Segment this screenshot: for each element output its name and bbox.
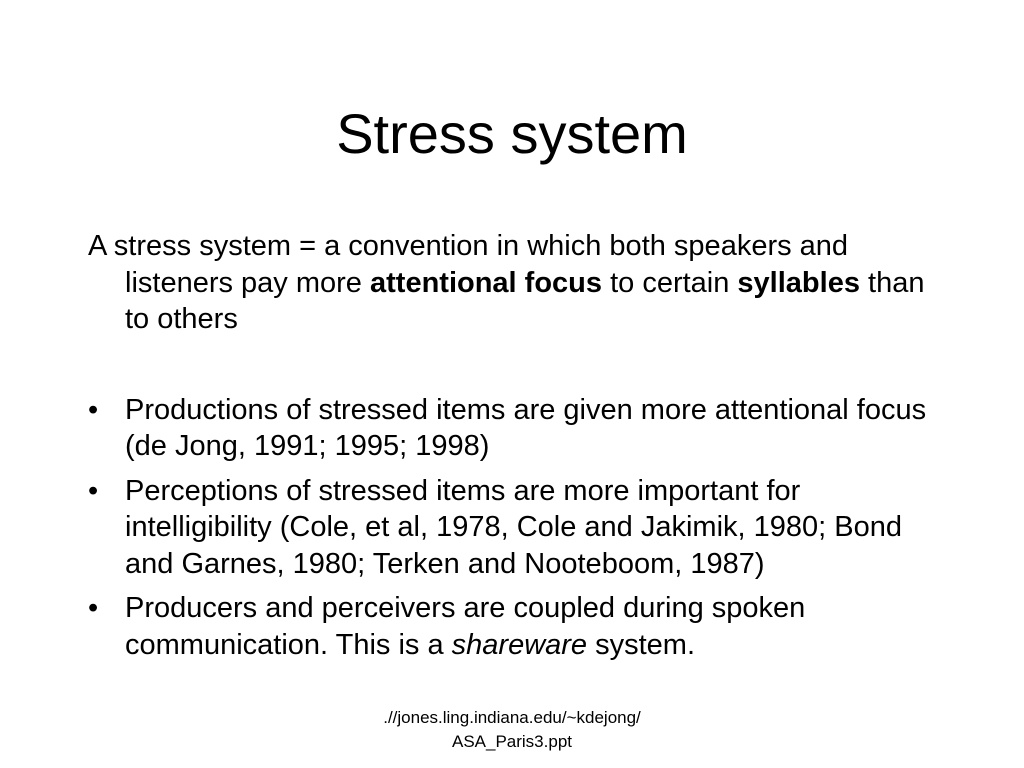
footer-line-file: ASA_Paris3.ppt <box>451 732 572 751</box>
bullet-icon: • <box>88 393 99 426</box>
bullet-icon: • <box>88 592 99 624</box>
slide-title: Stress system <box>336 102 688 165</box>
bullet-text-producers-1: Producers and perceivers are coupled during spoken communication. This is a <box>125 592 806 661</box>
bullet-item <box>88 392 948 465</box>
bullet-text-producers-2: system. <box>587 628 696 661</box>
bullet-item <box>88 590 948 663</box>
bullet-icon: • <box>88 474 99 507</box>
slide-footer <box>0 706 1024 754</box>
slide-body <box>88 228 948 671</box>
bullet-text-perceptions: Perceptions of stressed items are more important for intelligibility (Cole, et al, 1978, Cole and Jakimik, 1980; Bond and Garnes, 1980; Terken and Nooteboom, 1987) <box>125 474 902 580</box>
definition-bold-attentional-focus: attentional focus <box>370 266 603 299</box>
definition-paragraph <box>88 228 948 338</box>
paragraph-spacer <box>88 338 948 392</box>
definition-text-2: to certain <box>602 266 738 299</box>
bullet-text-productions: Productions of stressed items are given more attentional focus (de Jong, 1991; 1995; 1998) <box>125 393 927 462</box>
footer-line-url: .//jones.ling.indiana.edu/~kdejong/ <box>383 708 641 727</box>
definition-text-1: A stress system = a convention in which both speakers and listeners pay more <box>88 230 849 299</box>
definition-bold-syllables: syllables <box>737 266 860 299</box>
definition-text-3: than to others <box>125 266 925 335</box>
bullet-item <box>88 473 948 583</box>
bullet-italic-shareware: shareware <box>451 628 588 661</box>
bullet-list <box>88 392 948 664</box>
